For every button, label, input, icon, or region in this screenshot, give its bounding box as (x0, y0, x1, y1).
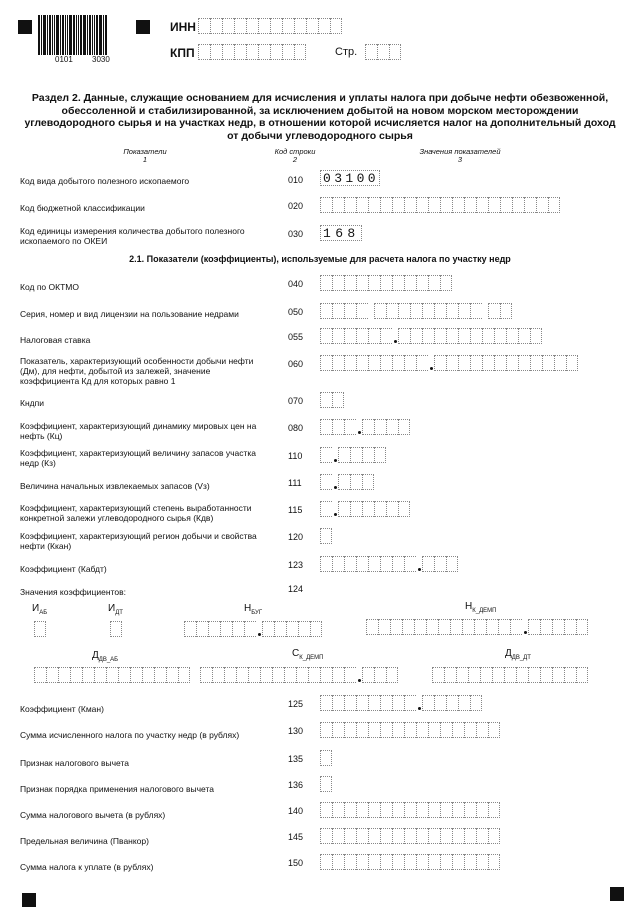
row-124-code: 124 (288, 584, 304, 594)
coef-i-dt-label: $И_{ДТ}$ (108, 603, 123, 616)
row-135-field[interactable] (320, 750, 332, 766)
row-140-code: 140 (288, 806, 304, 816)
row-055-code: 055 (288, 332, 304, 342)
row-145-code: 145 (288, 832, 304, 842)
kpp-field[interactable] (198, 44, 306, 60)
row-115-field[interactable] (320, 501, 410, 517)
row-145-field[interactable] (320, 828, 500, 844)
row-040-field[interactable] (320, 275, 452, 291)
row-050-field[interactable] (320, 303, 512, 319)
barcode (38, 15, 118, 55)
row-055-field[interactable] (320, 328, 542, 344)
coef-i-ab-label: $И_{АБ}$ (32, 603, 48, 616)
column-head-values: Значения показателей 3 (419, 147, 501, 164)
corner-marker-bottom-left (22, 893, 36, 907)
row-111-code: 111 (288, 478, 302, 488)
row-125-field[interactable] (320, 695, 482, 711)
row-030-value: 168 (320, 225, 362, 241)
row-136-label: Признак порядка применения налогового вычета (20, 784, 214, 794)
coef-n-bug-label: $Н_{БУГ}$ (244, 603, 263, 616)
coef-d-dv-dt-field[interactable] (432, 667, 588, 683)
row-145-label: Предельная величина (Пванкор) (20, 836, 149, 846)
row-125-label: Коэффициент (Кман) (20, 704, 104, 714)
coef-i-dt-field[interactable] (110, 621, 122, 637)
row-120-code: 120 (288, 532, 304, 542)
row-120-label: Коэффициент, характеризующий регион добычи и свойства нефти (Ккан) (20, 531, 257, 551)
row-010-field[interactable] (320, 170, 380, 186)
coef-s-k-demp-field[interactable] (200, 667, 398, 683)
coef-d-dv-ab-label: $Д_{ДВ\_АБ}$ (92, 650, 119, 663)
barcode-number-left: 0101 (55, 55, 73, 64)
row-030-label: Код единицы измерения количества добытого полезного ископаемого по ОКЕИ (20, 226, 245, 246)
row-140-label: Сумма налогового вычета (в рублях) (20, 810, 166, 820)
row-120-field[interactable] (320, 528, 332, 544)
coef-s-k-demp-label: $С_{К\_ДЕМП}$ (292, 648, 324, 661)
row-115-code: 115 (288, 505, 303, 515)
row-030-code: 030 (288, 229, 304, 239)
section-title: Раздел 2. Данные, служащие основанием для исчисления и уплаты налога при добыче нефти обезвоженной, обессоленной и стабилизированной, за исключением добытой на новом морском месторождении углеводородного сырья и на участках недр, в отношении которой исчисляется налог на дополнительный доход от добычи углеводородного сырья (24, 92, 616, 142)
row-124-label: Значения коэффициентов: (20, 587, 126, 597)
column-head-indicators: Показатели 1 (123, 147, 167, 164)
row-040-label: Код по ОКТМО (20, 282, 79, 292)
kpp-label: КПП (170, 46, 195, 60)
row-060-field[interactable] (320, 355, 578, 371)
subsection-title: 2.1. Показатели (коэффициенты), используемые для расчета налога по участку недр (129, 254, 511, 264)
row-030-field[interactable] (320, 225, 362, 241)
row-060-code: 060 (288, 359, 304, 369)
coef-d-dv-ab-field[interactable] (34, 667, 190, 683)
row-020-field[interactable] (320, 197, 560, 213)
row-111-label: Величина начальных извлекаемых запасов (Vз) (20, 481, 210, 491)
barcode-number-right: 3030 (92, 55, 110, 64)
page-label: Стр. (335, 46, 358, 58)
row-080-code: 080 (288, 423, 304, 433)
row-055-label: Налоговая ставка (20, 335, 91, 345)
coef-i-ab-field[interactable] (34, 621, 46, 637)
page-number-field[interactable] (365, 44, 401, 60)
corner-marker-top-left (18, 20, 32, 34)
row-130-field[interactable] (320, 722, 500, 738)
inn-label: ИНН (170, 20, 196, 34)
row-123-field[interactable] (320, 556, 458, 572)
row-080-label: Коэффициент, характеризующий динамику мировых цен на нефть (Кц) (20, 421, 257, 441)
row-060-label: Показатель, характеризующий особенности добычи нефти (Дм), для нефти, добытой из залежей, значение коэффициента Кд для которых равно 1 (20, 356, 254, 386)
row-115-label: Коэффициент, характеризующий степень выработанности конкретной залежи углеводородного сырья (Кдв) (20, 503, 252, 523)
coef-d-dv-dt-label: $Д_{ДВ\_ДТ}$ (505, 648, 531, 661)
row-010-label: Код вида добытого полезного ископаемого (20, 176, 190, 186)
row-080-field[interactable] (320, 419, 410, 435)
row-070-field[interactable] (320, 392, 344, 408)
row-110-label: Коэффициент, характеризующий величину запасов участка недр (Кз) (20, 448, 257, 468)
inn-field[interactable] (198, 18, 342, 34)
row-140-field[interactable] (320, 802, 500, 818)
row-130-code: 130 (288, 726, 304, 736)
row-040-code: 040 (288, 279, 304, 289)
row-150-label: Сумма налога к уплате (в рублях) (20, 862, 154, 872)
row-111-field[interactable] (320, 474, 374, 490)
row-110-code: 110 (288, 451, 303, 461)
row-135-label: Признак налогового вычета (20, 758, 130, 768)
coef-n-k-demp-label: $Н_{К\_ДЕМП}$ (465, 601, 497, 614)
row-125-code: 125 (288, 699, 304, 709)
row-020-label: Код бюджетной классификации (20, 203, 145, 213)
corner-marker-bottom-right (610, 887, 624, 901)
row-050-label: Серия, номер и вид лицензии на пользование недрами (20, 309, 239, 319)
coef-n-bug-field[interactable] (184, 621, 322, 637)
row-136-field[interactable] (320, 776, 332, 792)
row-010-value: 03100 (320, 170, 380, 186)
row-110-field[interactable] (320, 447, 386, 463)
row-150-field[interactable] (320, 854, 500, 870)
row-070-label: Кндпи (20, 398, 44, 408)
row-070-code: 070 (288, 396, 304, 406)
corner-marker-top-right (136, 20, 150, 34)
row-010-code: 010 (288, 175, 304, 185)
row-135-code: 135 (288, 754, 304, 764)
coef-n-k-demp-field[interactable] (366, 619, 588, 635)
row-150-code: 150 (288, 858, 304, 868)
row-050-code: 050 (288, 307, 304, 317)
row-123-code: 123 (288, 560, 304, 570)
row-123-label: Коэффициент (Кабдт) (20, 564, 107, 574)
row-136-code: 136 (288, 780, 304, 790)
column-head-line-code: Код строки 2 (274, 147, 316, 164)
row-130-label: Сумма исчисленного налога по участку недр (в рублях) (20, 730, 240, 740)
row-020-code: 020 (288, 201, 304, 211)
